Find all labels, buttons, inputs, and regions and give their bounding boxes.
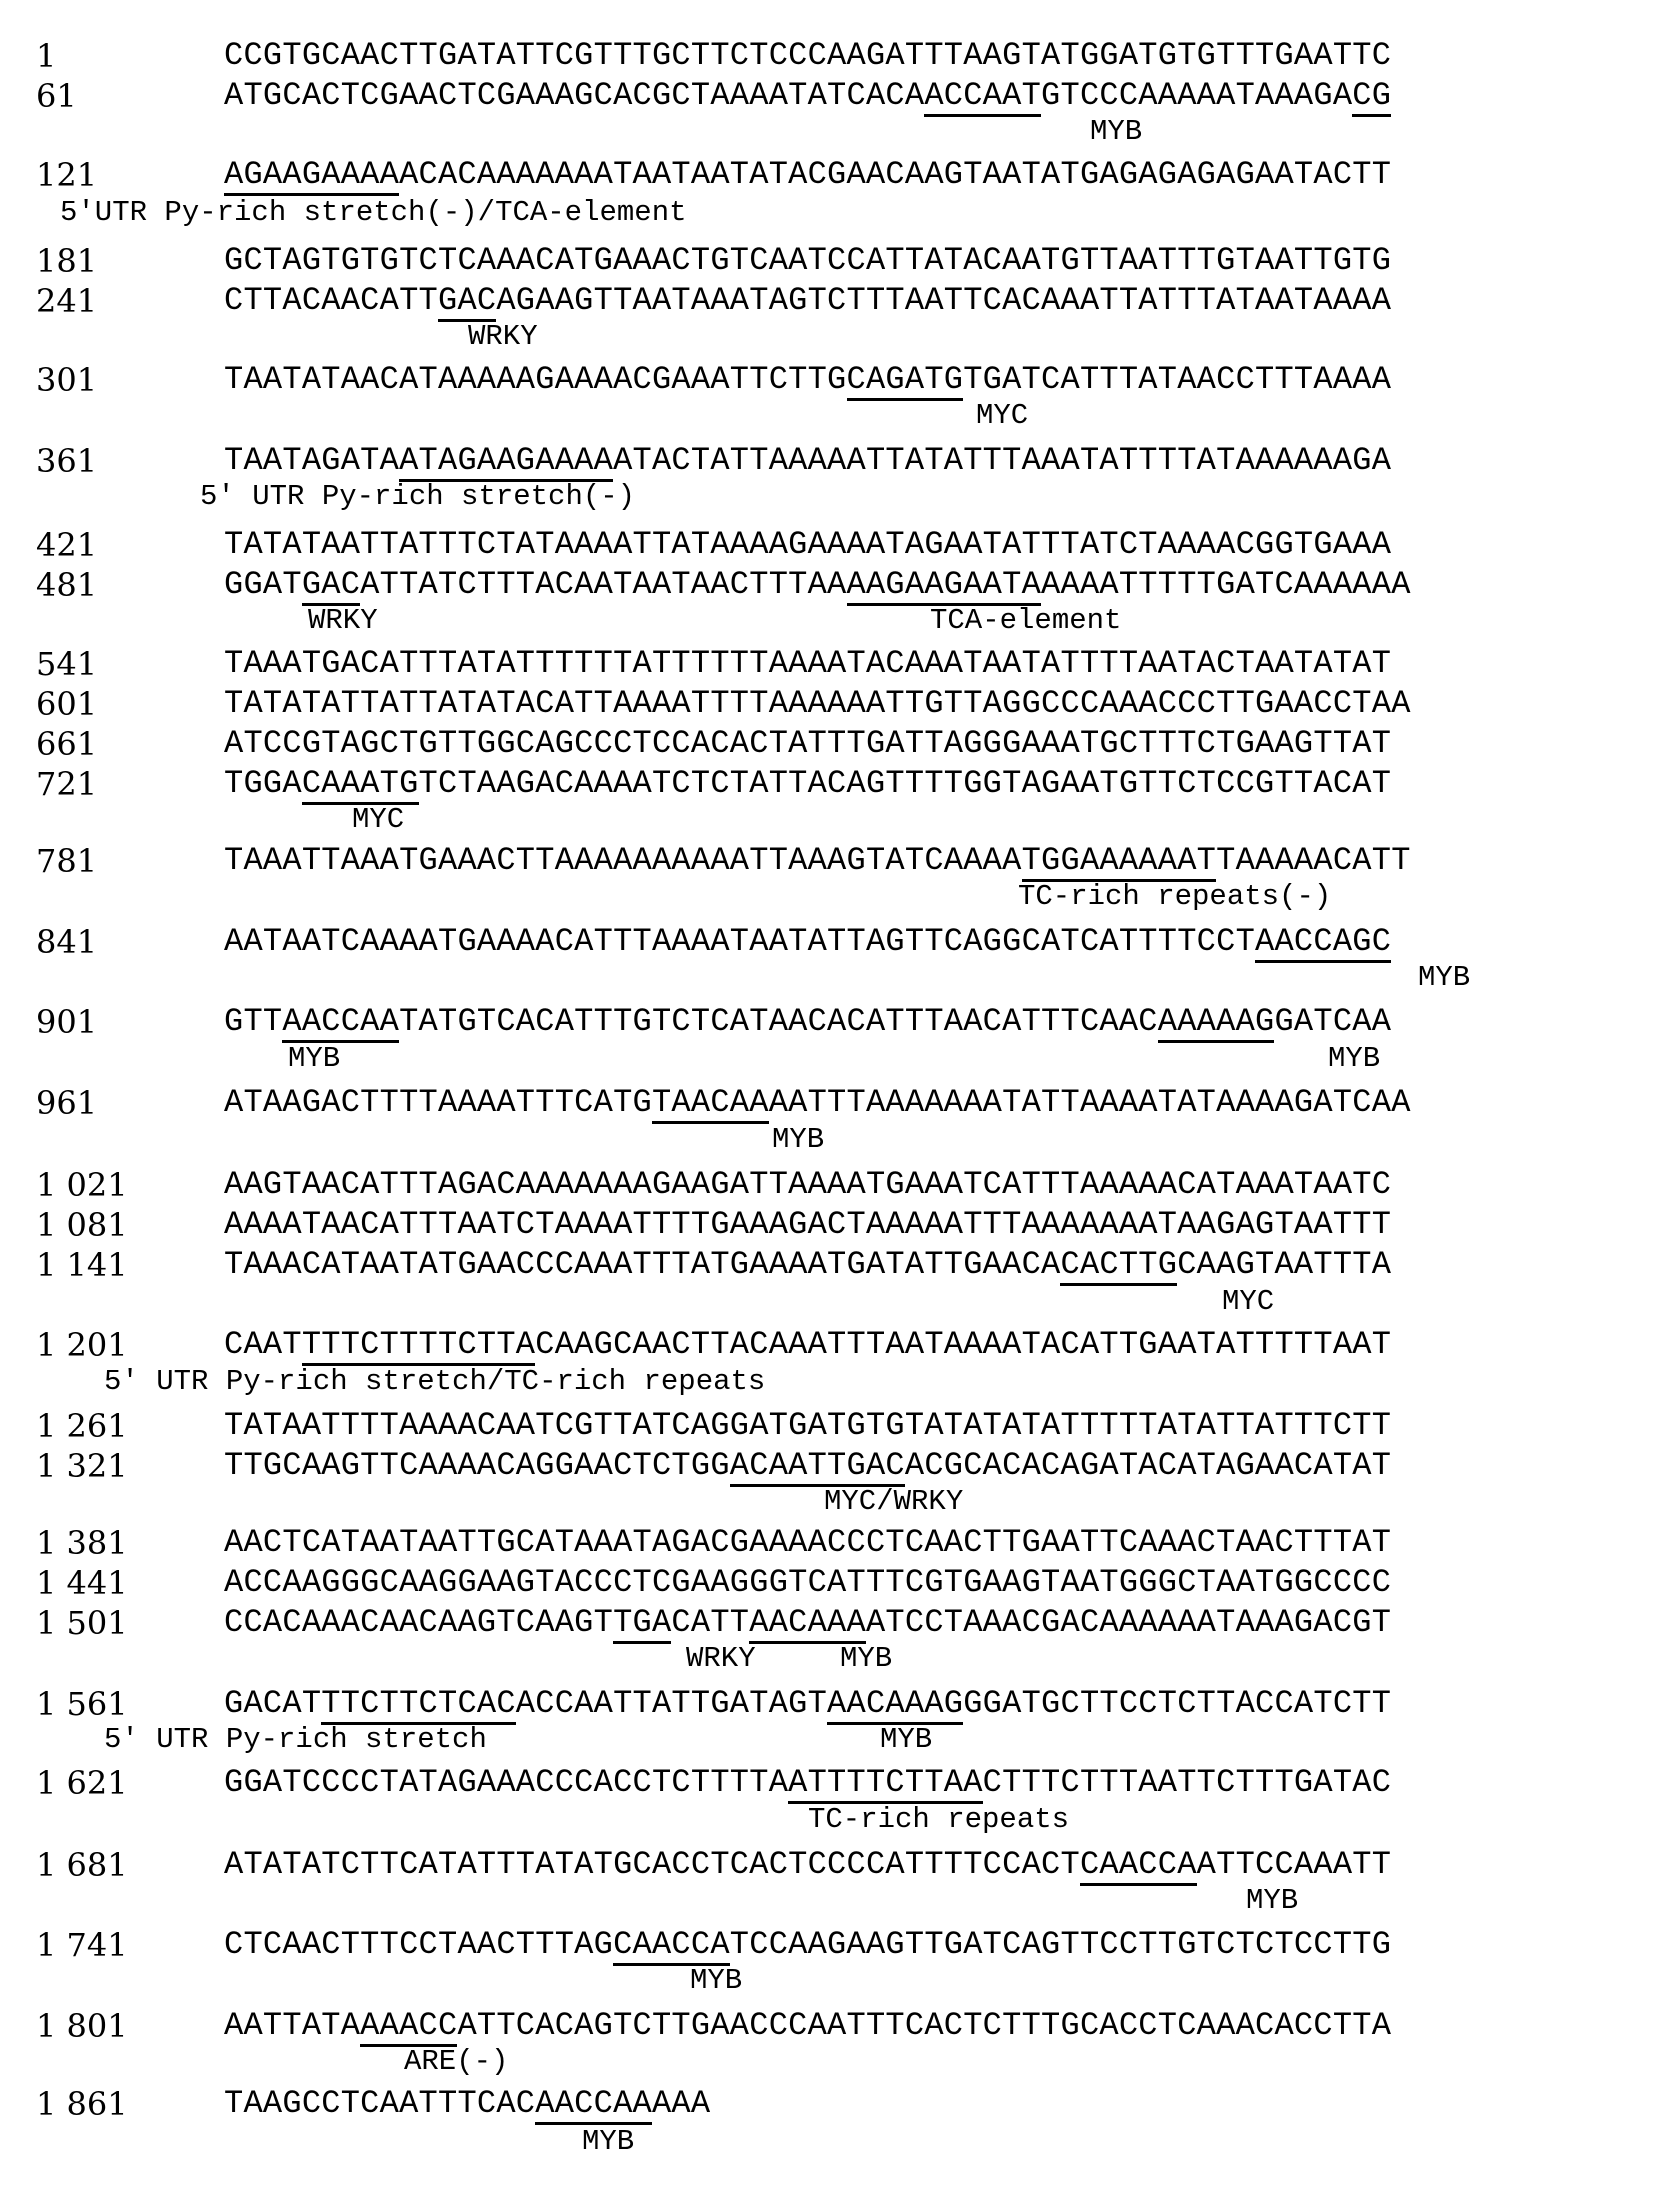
motif-underline: TTTCTTTTCTTA xyxy=(302,1326,535,1366)
motif-underline: AACAAAG xyxy=(827,1685,963,1725)
motif-underline: TTCTTCTCAC xyxy=(321,1685,516,1725)
motif-underline: CAAATG xyxy=(302,765,419,805)
motif-underline: CG xyxy=(1352,77,1391,117)
motif-underline: AACCAA xyxy=(282,1003,399,1043)
sequence-line: TGGACAAATGTCTAAGACAAAATCTCTATTACAGTTTTGGTAGAATGTTCTCCGTTACAT xyxy=(224,766,1391,802)
sequence-line: TAAACATAATATGAACCCAAATTTATGAAAATGATATTGAACACACTTGCAAGTAATTTA xyxy=(224,1247,1391,1283)
motif-underline: ACCAAT xyxy=(924,77,1041,117)
row-number: 121 xyxy=(36,156,98,194)
sequence-line: ATATATCTTCATATTTATATGCACCTCACTCCCCATTTTCCACTCAACCAATTCCAAATT xyxy=(224,1847,1391,1883)
motif-label: MYB xyxy=(880,1723,933,1756)
motif-label: TCA-element xyxy=(930,604,1122,637)
row-number: 1 441 xyxy=(36,1564,128,1602)
motif-underline: ATTTTCTTAA xyxy=(788,1764,983,1804)
row-number: 1 201 xyxy=(36,1326,128,1364)
sequence-line: ATCCGTAGCTGTTGGCAGCCCTCCACACTATTTGATTAGGGAAATGCTTTCTGAAGTTAT xyxy=(224,725,1392,762)
sequence-line: TAAGCCTCAATTTCACAACCAAAAA xyxy=(224,2086,710,2122)
sequence-line: TATATAATTATTTCTATAAAATTATAAAAGAAAATAGAATATTTATCTAAAACGGTGAAA xyxy=(224,526,1392,563)
motif-label: 5′UTR Py-rich stretch(-)/TCA-element xyxy=(60,196,687,229)
row-number: 1 081 xyxy=(36,1206,128,1244)
row-number: 1 141 xyxy=(36,1246,128,1284)
row-number: 1 861 xyxy=(36,2085,128,2123)
row-number: 1 261 xyxy=(36,1407,128,1445)
motif-label: ARE(-) xyxy=(404,2045,509,2078)
motif-underline: CAGATG xyxy=(847,361,964,401)
motif-underline: CAACCA xyxy=(1080,1846,1197,1886)
sequence-line: TTGCAAGTTCAAAACAGGAACTCTGGACAATTGACACGCACACAGATACATAGAACATAT xyxy=(224,1448,1391,1484)
sequence-line: TAATATAACATAAAAAGAAAACGAAATTCTTGCAGATGTGATCATTTATAACCTTTAAAA xyxy=(224,362,1391,398)
sequence-line: AGAAGAAAAACACAAAAAAATAATAATATACGAACAAGTAATATGAGAGAGAGAATACTT xyxy=(224,157,1391,193)
row-number: 1 621 xyxy=(36,1764,128,1802)
row-number: 1 741 xyxy=(36,1926,128,1964)
motif-label: 5′ UTR Py-rich stretch(-) xyxy=(200,480,636,513)
motif-underline: AACCAA xyxy=(535,2085,652,2125)
sequence-line: CTTACAACATTGACAGAAGTTAATAAATAGTCTTTAATTCACAAATTATTTATAATAAAA xyxy=(224,283,1391,319)
row-number: 1 501 xyxy=(36,1604,128,1642)
motif-label: MYC/WRKY xyxy=(824,1485,964,1518)
motif-label: MYB xyxy=(690,1964,743,1997)
row-number: 1 321 xyxy=(36,1447,128,1485)
row-number: 1 021 xyxy=(36,1166,128,1204)
motif-label: MYB xyxy=(840,1642,893,1675)
sequence-line: CTCAACTTTCCTAACTTTAGCAACCATCCAAGAAGTTGATCAGTTCCTTGTCTCTCCTTG xyxy=(224,1927,1391,1963)
sequence-line: AAAATAACATTTAATCTAAAATTTTGAAAGACTAAAAATTTAAAAAAATAAGAGTAATTT xyxy=(224,1206,1392,1243)
row-number: 241 xyxy=(36,282,98,320)
motif-underline: AACAAA xyxy=(749,1604,866,1644)
motif-underline: CAACCA xyxy=(613,1926,730,1966)
sequence-line: ATGCACTCGAACTCGAAAGCACGCTAAAATATCACAACCAATGTCCCAAAAATAAAGACG xyxy=(224,78,1391,114)
motif-underline: GAC xyxy=(302,566,360,606)
row-number: 481 xyxy=(36,566,98,604)
motif-label: MYB xyxy=(1418,961,1471,994)
row-number: 841 xyxy=(36,923,98,961)
motif-label: MYB xyxy=(582,2125,635,2158)
sequence-line: TAATAGATAATAGAAGAAAAATACTATTAAAAATTATATTTAAATATTTTATAAAAAAGA xyxy=(224,443,1391,479)
row-number: 961 xyxy=(36,1084,98,1122)
sequence-line: GGATGACATTATCTTTACAATAATAACTTTAAAAGAAGAATAAAAATTTTTGATCAAAAAA xyxy=(224,567,1411,603)
motif-underline: TGGAAAAAAT xyxy=(1022,842,1217,882)
motif-label: MYC xyxy=(1222,1285,1275,1318)
row-number: 1 381 xyxy=(36,1524,128,1562)
sequence-line: GTTAACCAATATGTCACATTTGTCTCATAACACATTTAACATTTCAACAAAAAGGATCAA xyxy=(224,1004,1391,1040)
motif-underline: TGA xyxy=(613,1604,671,1644)
row-number: 541 xyxy=(36,645,98,683)
sequence-line: ATAAGACTTTTAAAATTTCATGTAACAAAATTTAAAAAAATATTAAAATATAAAAGATCAA xyxy=(224,1085,1411,1121)
row-number: 601 xyxy=(36,685,98,723)
row-number: 1 xyxy=(36,37,57,75)
motif-label: WRKY xyxy=(686,1642,756,1675)
motif-label: TC-rich repeats xyxy=(808,1803,1070,1836)
motif-label: MYB xyxy=(1090,115,1143,148)
row-number: 61 xyxy=(36,77,77,115)
motif-underline: GAC xyxy=(438,282,496,322)
row-number: 301 xyxy=(36,361,98,399)
motif-label: MYC xyxy=(976,399,1029,432)
sequence-line: AATTATAAAACCATTCACAGTCTTGAACCCAATTTCACTCTTTGCACCTCAAACACCTTA xyxy=(224,2008,1391,2044)
motif-underline: ATAGAAGAAAA xyxy=(399,442,613,482)
motif-underline: AACCAGC xyxy=(1255,923,1391,963)
row-number: 361 xyxy=(36,442,98,480)
sequence-line: TATAATTTTAAAACAATCGTTATCAGGATGATGTGTATATATATTTTTATATTATTTCTT xyxy=(224,1407,1392,1444)
motif-label: MYC xyxy=(352,803,405,836)
row-number: 661 xyxy=(36,725,98,763)
sequence-line: AACTCATAATAATTGCATAAATAGACGAAAACCCTCAACTTGAATTCAAACTAACTTTAT xyxy=(224,1524,1392,1561)
sequence-line: CCGTGCAACTTGATATTCGTTTGCTTCTCCCAAGATTTAAGTATGGATGTGTTTGAATTC xyxy=(224,37,1392,74)
row-number: 181 xyxy=(36,242,98,280)
motif-underline: TAACAA xyxy=(652,1084,769,1124)
sequence-line: CAATTTTCTTTTCTTACAAGCAACTTACAAATTTAATAAAATACATTGAATATTTTTAAT xyxy=(224,1327,1391,1363)
sequence-line: AAGTAACATTTAGACAAAAAAAGAAGATTAAAATGAAATCATTTAAAAACATAAATAATC xyxy=(224,1166,1392,1203)
sequence-line: TAAATGACATTTATATTTTTTATTTTTTAAAATACAAATAATATTTTAATACTAATATAT xyxy=(224,645,1392,682)
sequence-line: ACCAAGGGCAAGGAAGTACCCTCGAAGGGTCATTTCGTGAAGTAATGGGCTAATGGCCCC xyxy=(224,1564,1392,1601)
sequence-line: GACATTTCTTCTCACACCAATTATTGATAGTAACAAAGGGATGCTTCCTCTTACCATCTT xyxy=(224,1686,1391,1722)
motif-label: MYB xyxy=(1328,1042,1381,1075)
row-number: 1 801 xyxy=(36,2007,128,2045)
sequence-line: TATATATTATTATATACATTAAAATTTTAAAAAATTGTTAGGCCCAAACCCTTGAACCTAA xyxy=(224,685,1411,722)
row-number: 721 xyxy=(36,765,98,803)
sequence-line: GCTAGTGTGTCTCAAACATGAAACTGTCAATCCATTATACAATGTTAATTTGTAATTGTG xyxy=(224,242,1392,279)
motif-underline: AAGAAGAATA xyxy=(847,566,1042,606)
motif-underline: AGAAGAAAA xyxy=(224,156,399,196)
row-number: 421 xyxy=(36,526,98,564)
sequence-line: GGATCCCCTATAGAAACCCACCTCTTTTAATTTTCTTAACTTTCTTTAATTCTTTGATAC xyxy=(224,1765,1391,1801)
sequence-line: TAAATTAAATGAAACTTAAAAAAAAAATTAAAGTATCAAAATGGAAAAAATTAAAAACATT xyxy=(224,843,1411,879)
motif-underline: AAAAAG xyxy=(1158,1003,1275,1043)
motif-label: 5′ UTR Py-rich stretch/TC-rich repeats xyxy=(104,1365,766,1398)
motif-label: TC-rich repeats(-) xyxy=(1018,880,1332,913)
sequence-line: CCACAAACAACAAGTCAAGTTGACATTAACAAAATCCTAAACGACAAAAAATAAAGACGT xyxy=(224,1605,1391,1641)
motif-label: MYB xyxy=(1246,1884,1299,1917)
motif-label: 5′ UTR Py-rich stretch xyxy=(104,1723,487,1756)
motif-label: WRKY xyxy=(308,604,378,637)
motif-underline: ACAATTGAC xyxy=(730,1447,905,1487)
motif-label: WRKY xyxy=(468,320,538,353)
motif-label: MYB xyxy=(772,1123,825,1156)
row-number: 1 681 xyxy=(36,1846,128,1884)
row-number: 901 xyxy=(36,1003,98,1041)
row-number: 781 xyxy=(36,842,98,880)
motif-underline: CACTTG xyxy=(1060,1246,1177,1286)
motif-underline: AAACC xyxy=(360,2007,457,2047)
motif-label: MYB xyxy=(288,1042,341,1075)
row-number: 1 561 xyxy=(36,1685,128,1723)
sequence-line: AATAATCAAAATGAAAACATTTAAAATAATATTAGTTCAGGCATCATTTTCCTAACCAGC xyxy=(224,924,1391,960)
